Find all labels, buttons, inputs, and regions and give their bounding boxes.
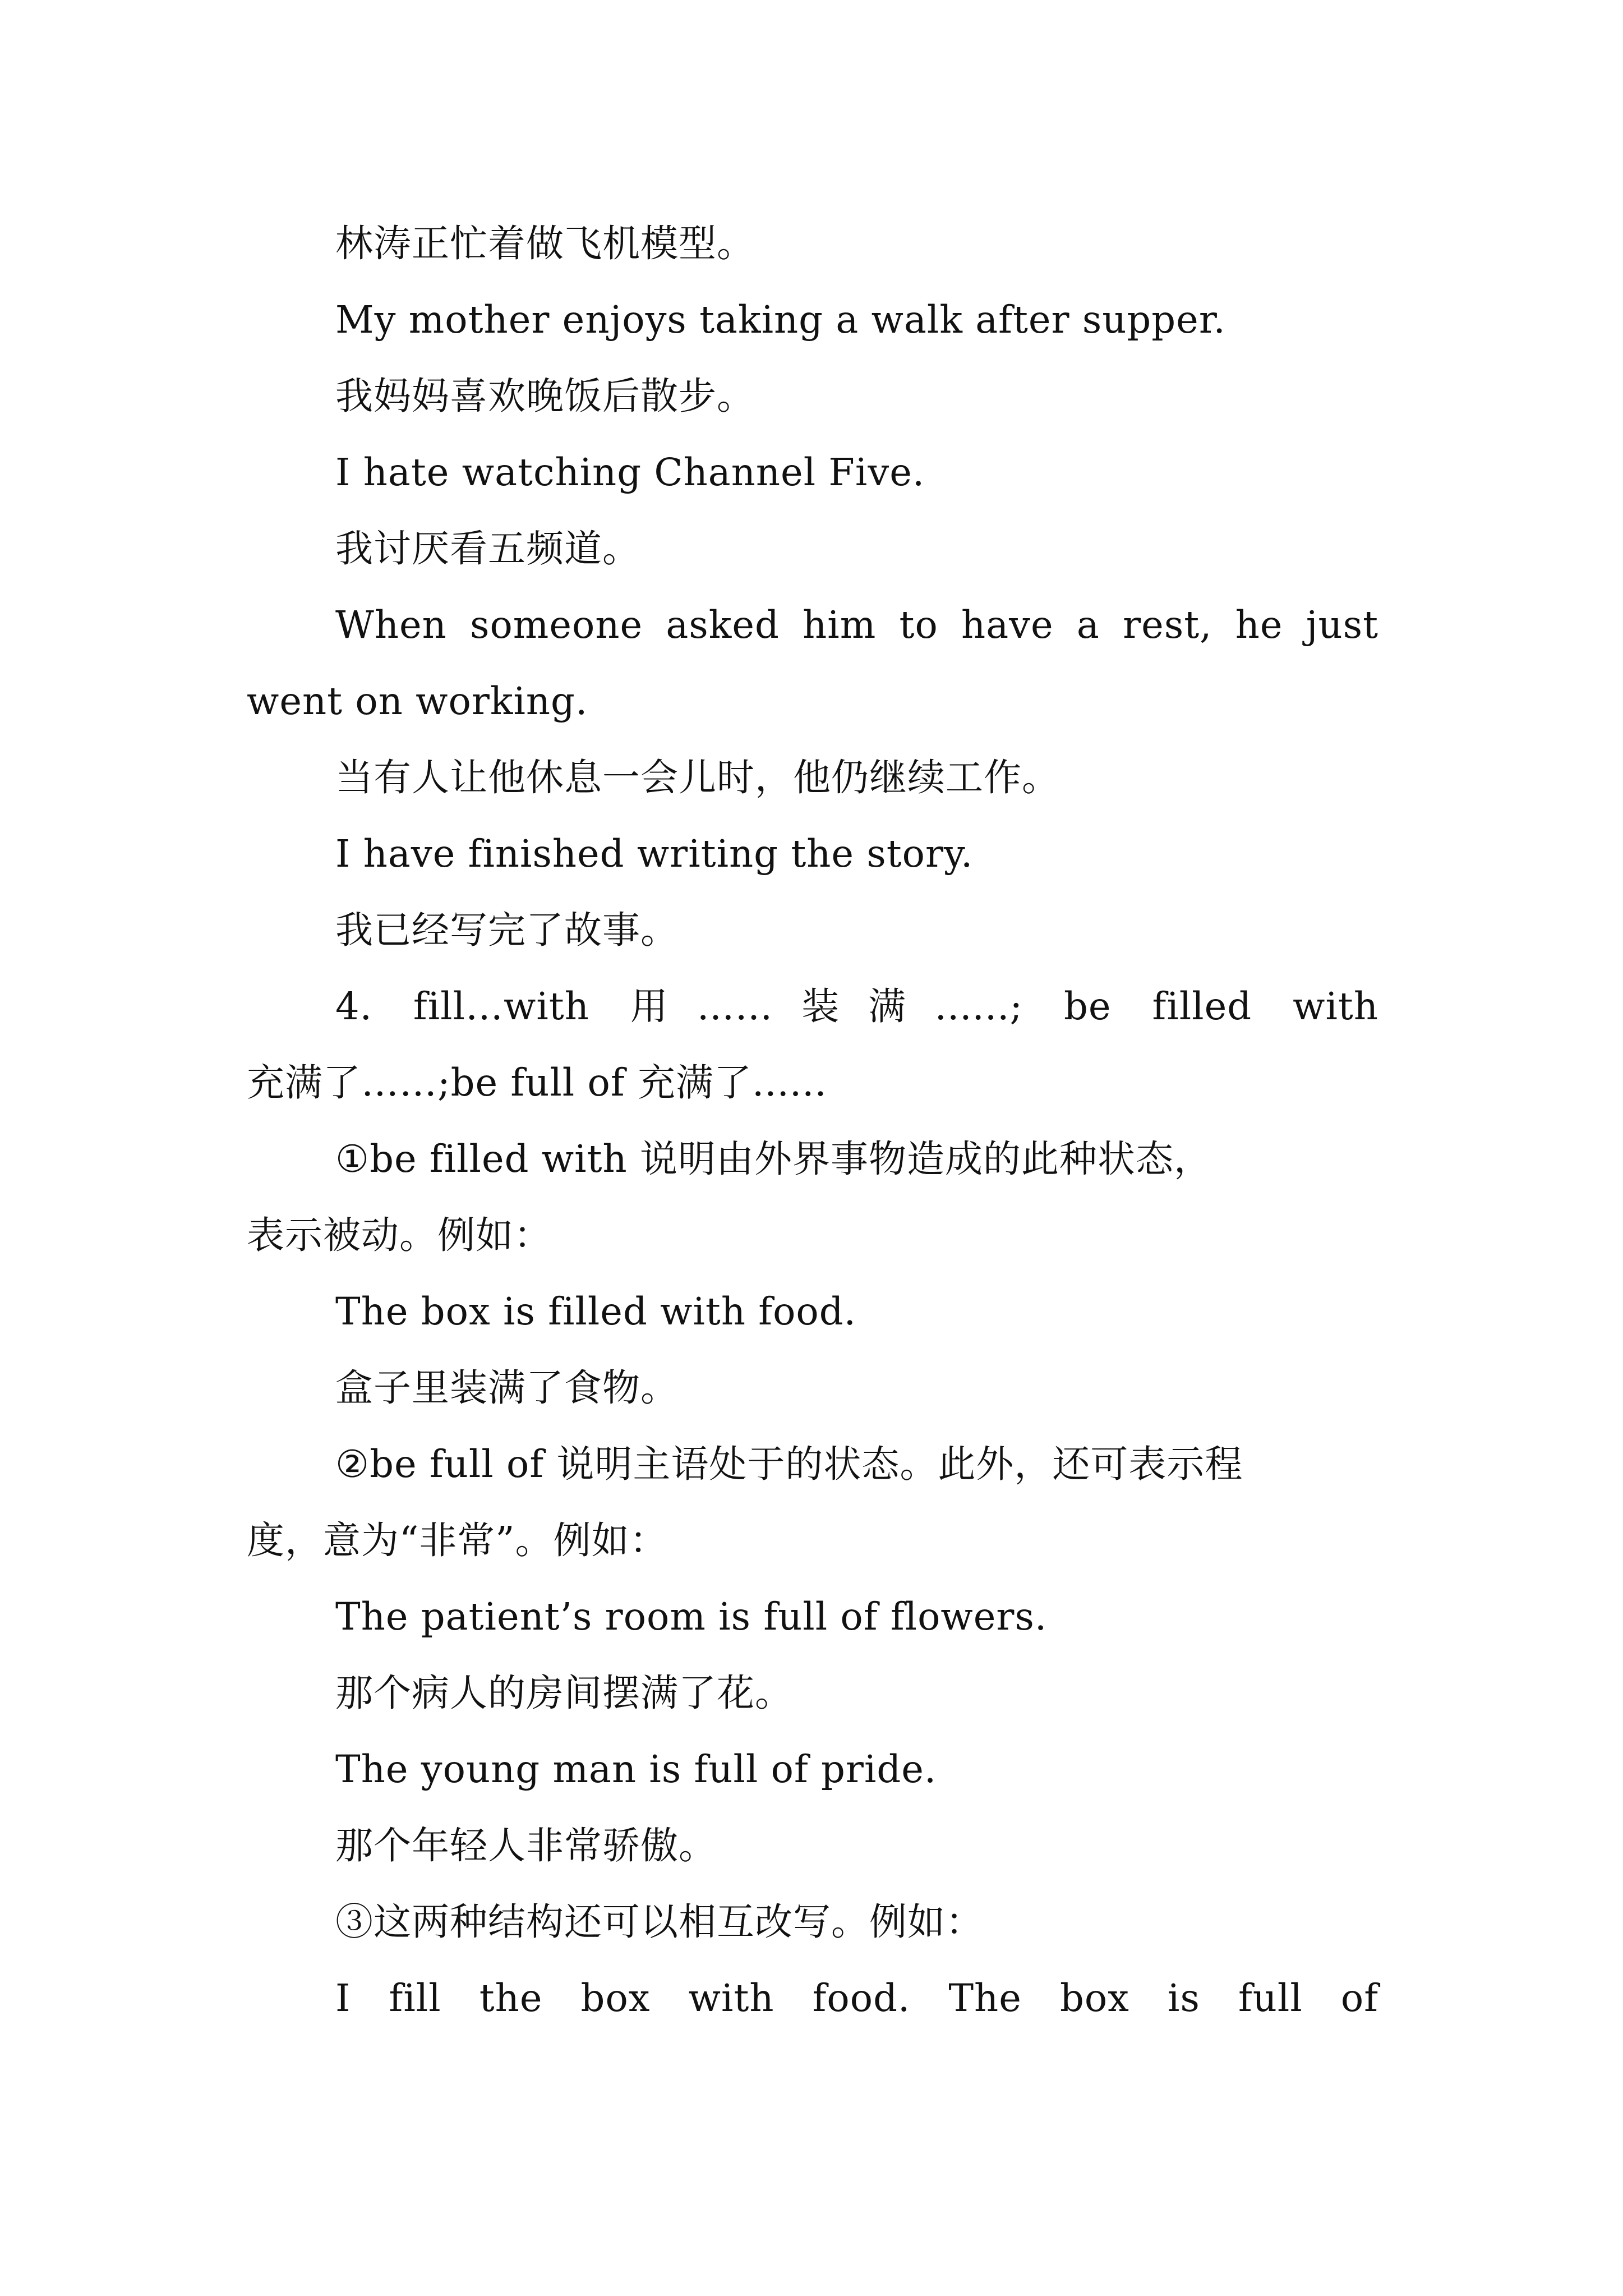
text-line: When someone asked him to have a rest, he just [335, 603, 1378, 647]
text-line: The box is filled with food. [335, 1290, 856, 1333]
text-line: 林涛正忙着做飞机模型。 [335, 222, 755, 265]
text-line: 盒子里装满了食物。 [335, 1366, 679, 1410]
text-line: 度，意为“非常”。例如： [247, 1519, 668, 1562]
text-line: 表示被动。例如： [247, 1213, 552, 1257]
text-line: I have finished writing the story. [335, 832, 974, 876]
text-line: 我讨厌看五频道。 [335, 527, 640, 570]
text-line: ①be filled with 说明由外界事物造成的此种状态， [335, 1137, 1212, 1181]
text-line: 当有人让他休息一会儿时，他仍继续工作。 [335, 756, 1060, 799]
text-line: The patient’s room is full of flowers. [335, 1595, 1048, 1639]
text-line: ②be full of 说明主语处于的状态。此外，还可表示程 [335, 1442, 1243, 1486]
text-line: 那个年轻人非常骄傲。 [335, 1824, 717, 1867]
text-line: 那个病人的房间摆满了花。 [335, 1671, 793, 1715]
section-heading: 4. fill…with 用……装满......; be filled with [335, 984, 1378, 1028]
text-line: ③这两种结构还可以相互改写。例如： [335, 1900, 984, 1944]
text-line: The young man is full of pride. [335, 1747, 937, 1791]
text-line: 充满了……;be full of 充满了...... [247, 1061, 827, 1105]
text-line: 我妈妈喜欢晚饭后散步。 [335, 374, 755, 418]
text-line: I hate watching Channel Five. [335, 450, 925, 494]
text-line: I fill the box with food. The box is full of [335, 1976, 1378, 2020]
text-line: My mother enjoys taking a walk after supper. [335, 298, 1226, 342]
text-line: 我已经写完了故事。 [335, 908, 679, 952]
text-line: went on working. [247, 679, 588, 723]
